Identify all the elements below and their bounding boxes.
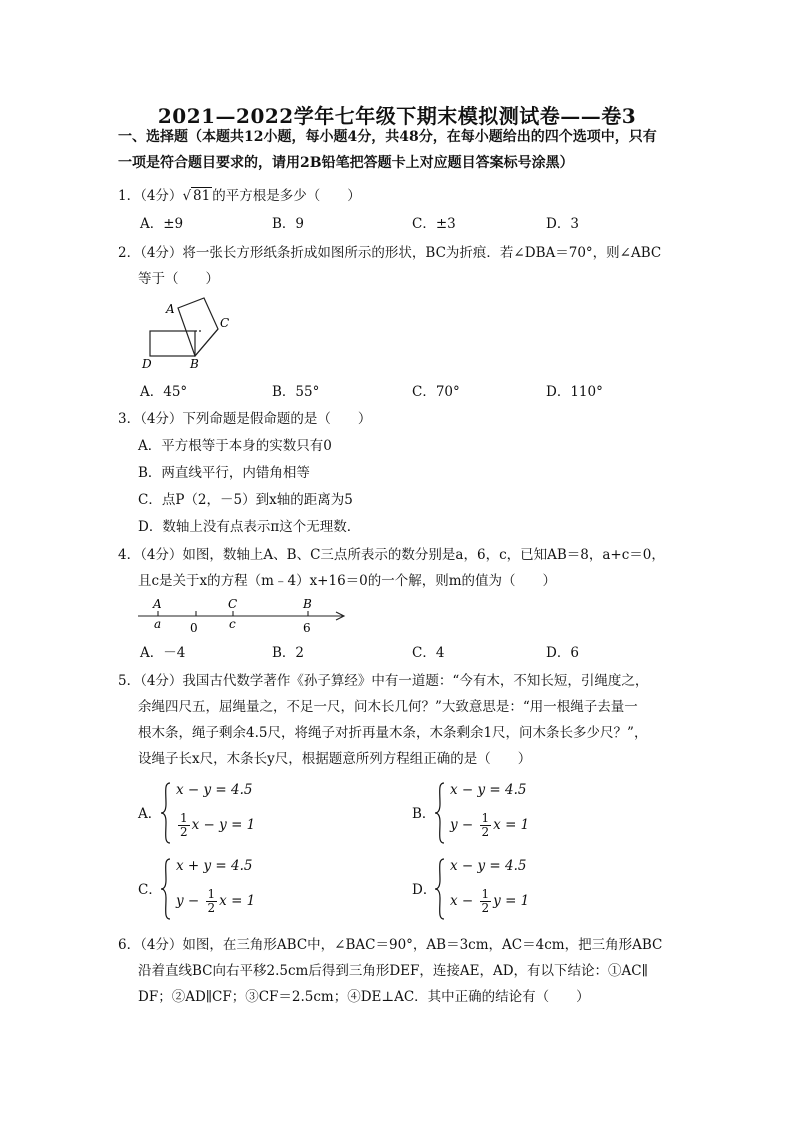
paper-strip-folded [178, 298, 218, 356]
q1-option-a[interactable]: A．±9 [140, 216, 184, 232]
q1-option-d[interactable]: D．3 [546, 216, 579, 232]
q5-d-eq2: x − $\frac{1}{2}$ y = 1 [450, 887, 530, 915]
q5-a-eq2: $\frac{1}{2}$ x − y = 1 [180, 811, 256, 839]
tick-label-0: 0 [190, 621, 198, 635]
q1-prefix: 1．（4分） [118, 188, 183, 204]
label-c: C [220, 316, 230, 330]
section-heading-line2: 一项是符合题目要求的，请用2B铅笔把答题卡上对应题目答案标号涂黑） [118, 155, 574, 171]
q4-option-c[interactable]: C．4 [412, 645, 445, 661]
q5-option-d-system[interactable] [434, 858, 554, 924]
left-brace-icon [434, 858, 446, 920]
tick-label-c: c [229, 617, 236, 631]
question-1 [118, 183, 683, 209]
question-5-line2: 余绳四尺五，屈绳量之，不足一尺，问木长几何？”大致意思是：“用一根绳子去量一 [138, 699, 638, 715]
label-a: A [166, 302, 175, 316]
q2-option-a[interactable]: A．45° [140, 384, 188, 400]
sqrt-symbol: √ [182, 188, 192, 204]
q1-option-b[interactable]: B．9 [272, 216, 305, 232]
q5-b-eq1: x − y = 4.5 [450, 782, 527, 798]
half-fraction: $\frac{1}{2}$ [180, 811, 188, 839]
q3-option-a[interactable]: A．平方根等于本身的实数只有0 [138, 438, 332, 454]
q1-option-c[interactable]: C．±3 [412, 216, 456, 232]
page-title: 2021—2022学年七年级下期末模拟测试卷——卷3 [157, 104, 637, 128]
point-label-b: B [303, 597, 312, 611]
q5-c-eq1: x + y = 4.5 [176, 858, 253, 874]
q5-option-a-label[interactable]: A． [138, 806, 162, 822]
q1-radicand: 81 [193, 188, 211, 204]
q3-option-d[interactable]: D．数轴上没有点表示π这个无理数． [138, 519, 361, 535]
q3-option-b[interactable]: B．两直线平行，内错角相等 [138, 465, 310, 481]
q1-stem-text: 的平方根是多少（ ） [212, 188, 361, 204]
q5-option-c-system[interactable] [160, 858, 280, 924]
question-5-line4: 设绳子长x尺，木条长y尺，根据题意所列方程组正确的是（ ） [138, 751, 532, 767]
section-heading-line1: 一、选择题（本题共12小题，每小题4分，共48分，在每小题给出的四个选项中，只有 [118, 129, 657, 145]
question-6-line2: 沿着直线BC向右平移2.5cm后得到三角形DEF，连接AE，AD，有以下结论：①AC∥ [138, 963, 648, 979]
q5-a-eq1: x − y = 4.5 [176, 782, 253, 798]
q5-option-c-label[interactable]: C． [138, 882, 162, 898]
left-brace-icon [160, 782, 172, 844]
point-label-a: A [153, 597, 162, 611]
q5-option-d-label[interactable]: D． [412, 882, 437, 898]
label-d: D [142, 357, 152, 371]
question-3: 3．（4分）下列命题是假命题的是（ ） [118, 411, 372, 427]
half-fraction: $\frac{1}{2}$ [481, 811, 490, 839]
q5-option-b-system[interactable] [434, 782, 554, 848]
left-brace-icon [434, 782, 446, 844]
q5-c-eq2: y − $\frac{1}{2}$ x = 1 [176, 887, 256, 915]
question-2-line1: 2．（4分）将一张长方形纸条折成如图所示的形状，BC为折痕．若∠DBA＝70°，则∠ABC [118, 245, 662, 261]
tick-label-6: 6 [303, 621, 311, 635]
q2-option-b[interactable]: B．55° [272, 384, 320, 400]
q5-d-eq1: x − y = 4.5 [450, 858, 527, 874]
q4-option-d[interactable]: D．6 [546, 645, 579, 661]
fold-crease-bc [195, 329, 218, 356]
half-fraction: $\frac{1}{2}$ [207, 887, 216, 915]
point-label-c: C [228, 597, 238, 611]
question-2-line2: 等于（ ） [138, 271, 219, 287]
question-5-line3: 根木条，绳子剩余4.5尺，将绳子对折再量木条，木条剩余1尺，问木条长多少尺？”， [138, 725, 648, 741]
label-b: B [190, 357, 199, 371]
q4-option-a[interactable]: A．－4 [140, 645, 186, 661]
q3-option-c[interactable]: C．点P（2，－5）到x轴的距离为5 [138, 492, 353, 508]
q2-option-c[interactable]: C．70° [412, 384, 460, 400]
paper-strip-left [150, 331, 195, 356]
tick-label-a: a [154, 617, 162, 631]
half-fraction: $\frac{1}{2}$ [481, 887, 490, 915]
question-6-line3: DF；②AD∥CF；③CF＝2.5cm；④DE⊥AC．其中正确的结论有（ ） [138, 989, 590, 1005]
q2-option-d[interactable]: D．110° [546, 384, 603, 400]
q5-option-b-label[interactable]: B． [412, 806, 436, 822]
q4-number-line [136, 596, 350, 636]
question-4-line1: 4．（4分）如图，数轴上A、B、C三点所表示的数分别是a，6，c，已知AB＝8，a+c＝0， [118, 547, 665, 563]
left-brace-icon [160, 858, 172, 920]
q5-option-a-system[interactable] [160, 782, 280, 848]
question-4-line2: 且c是关于x的方程（m﹣4）x+16＝0的一个解，则m的值为（ ） [138, 573, 557, 589]
q5-b-eq2: y − $\frac{1}{2}$ x = 1 [450, 811, 530, 839]
question-6-line1: 6．（4分）如图，在三角形ABC中，∠BAC＝90°，AB＝3cm，AC＝4cm，把三角形ABC [118, 937, 663, 953]
q2-folded-paper-figure [138, 296, 238, 372]
question-5-line1: 5．（4分）我国古代数学著作《孙子算经》中有一道题：“今有木，不知长短，引绳度之， [118, 673, 649, 689]
q4-option-b[interactable]: B．2 [272, 645, 305, 661]
